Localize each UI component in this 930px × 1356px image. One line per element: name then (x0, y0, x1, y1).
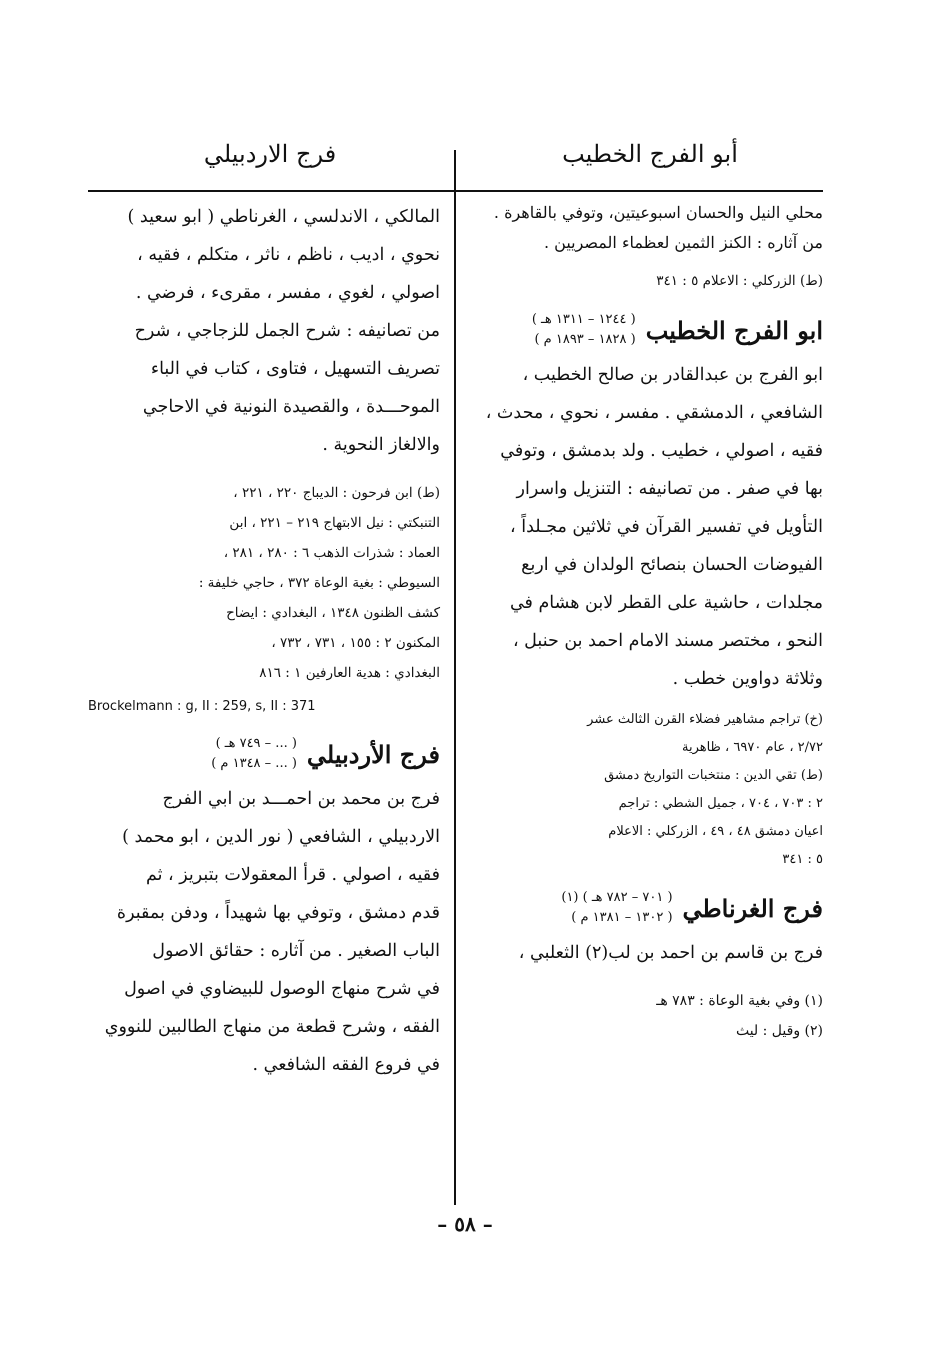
text-line: من آثاره : الكنز الثمين لعظماء المصريين . (543, 233, 823, 252)
entry-dates (532, 310, 636, 350)
reference-line: المكنون ٢ : ١٥٥ ، ٧٣١ ، ٧٣٢ ، (271, 635, 440, 651)
latin-reference: Brockelmann : g, II : 259, s, II : 371 (88, 699, 316, 714)
reference-line: التنبكتي : نيل الابتهاج ٢١٩ – ٢٢١ ، ابن (229, 515, 440, 531)
entry-name: ابو الفرج الخطيب (645, 315, 823, 345)
text-line: والالغاز النحوية . (322, 435, 440, 455)
reference-line: اعيان دمشق ٤٨ ، ٤٩ ، الزركلي : الاعلام (608, 824, 823, 839)
text-line: فرج بن قاسم بن احمد بن لب(٢) الثعلبي ، (518, 943, 823, 963)
text-line: قدم دمشق ، وتوفي بها شهيداً ، ودفن بمقبرة (116, 903, 440, 923)
footnote: (١) وفي بغية الوعاة : ٧٨٣ هـ (656, 993, 823, 1009)
reference-line: (خ) تراجم مشاهير فضلاء القرن الثالث عشر (587, 712, 823, 727)
hijri-dates: ( ... – ٧٤٩ هـ ) (215, 736, 297, 751)
text-line: من تصانيفه : شرح الجمل للزجاجي ، شرح (134, 321, 440, 341)
gregorian-dates: ( ١٨٢٨ – ١٨٩٣ م ) (534, 332, 636, 347)
text-line: اصولي ، لغوي ، مفسر ، مقرىء ، فرضي . (135, 283, 440, 303)
text-line: فقيه ، اصولي . قرأ المعقولات بتبريز ، ثم (145, 865, 440, 885)
page-number: – ٥٨ – (437, 1212, 493, 1236)
left-column (88, 198, 440, 1084)
hijri-dates: ( ٧٠١ – ٧٨٢ هـ ) (١) (561, 890, 673, 905)
gregorian-dates: ( ... – ١٣٤٨ م ) (211, 756, 297, 771)
text-line: الباب الصغير . من آثاره : حقائق الاصول (152, 941, 440, 961)
column-divider (454, 150, 456, 1205)
reference-line: العماد : شذرات الذهب ٦ : ٢٨٠ ، ٢٨١ ، (223, 545, 440, 561)
reference-line: السيوطي : بغية الوعاة ٣٧٢ ، حاجي خليفة : (198, 575, 440, 591)
entry-heading-abu-al-faraj (468, 310, 823, 350)
footnote: (٢) وقيل : ليث (735, 1023, 823, 1039)
text-line: ابو الفرج بن عبدالقادر بن صالح الخطيب ، (522, 365, 823, 385)
entry-dates (211, 734, 297, 774)
text-line: نحوي ، اديب ، ناظم ، ناثر ، متكلم ، فقيه ، (137, 245, 440, 265)
entry-dates (561, 888, 672, 928)
text-line: التأويل في تفسير القرآن في ثلاثين مجـلداً ، (510, 517, 823, 537)
running-header-left: فرج الاردبيلي (203, 140, 337, 168)
text-line: النحو ، مختصر مسند الامام احمد بن حنبل ، (512, 631, 823, 651)
text-line: الاردبيلي ، الشافعي ( نور الدين ، ابو محمد ) (122, 827, 440, 847)
text-line: فرج بن محمد بن احمـــد بن ابي الفرج (162, 789, 440, 809)
hijri-dates: ( ١٢٤٤ – ١٣١١ هـ ) (531, 312, 636, 327)
text-line: المالكي ، الاندلسي ، الغرناطي ( ابو سعيد ) (127, 207, 440, 227)
text-line: في فروع الفقه الشافعي . (252, 1055, 440, 1075)
reference-line: ٥ : ٣٤١ (782, 852, 823, 867)
text-line: الفقه ، وشرح قطعة من منهاج الطالبين للنووي (104, 1017, 440, 1037)
reference-line: (ط) ابن فرحون : الديباج ٢٢٠ ، ٢٢١ ، (233, 485, 440, 501)
reference-line: ٢/٧٢ ، عام ٦٩٧٠ ، ظاهرية (681, 740, 823, 755)
reference-line: ٢ : ٧٠٣ ، ٧٠٤ ، جميل الشطي : تراجم (618, 796, 823, 811)
text-line: الفيوضات الحسان بنصائح الولدان في اربع (521, 555, 823, 575)
right-column (468, 198, 823, 1046)
text-line: الشافعي ، الدمشقي . مفسر ، نحوي ، محدث ، (485, 403, 823, 423)
entry-heading-gharnati (468, 888, 823, 928)
running-header-right: أبو الفرج الخطيب (562, 140, 738, 168)
entry-heading-ardabili (88, 734, 440, 774)
text-line: في شرح منهاج الوصول للبيضاوي في اصول (124, 979, 440, 999)
entry-name: فرج الأردبيلي (306, 739, 440, 769)
text-line: محلي النيل والحسان اسبوعيتين، وتوفي بالقاهرة . (493, 203, 823, 222)
text-line: الموحـــدة ، والقصيدة النونية في الاحاجي (142, 397, 440, 417)
text-line: بها في صفر . من تصانيفه : التنزيل واسرار (516, 479, 823, 499)
gregorian-dates: ( ١٣٠٢ – ١٣٨١ م ) (571, 910, 673, 925)
reference-line: البغدادي : هدية العارفين ١ : ٨١٦ (259, 665, 440, 681)
reference-line: (ط) تقي الدين : منتخبات التواريخ دمشق (604, 768, 823, 783)
text-line: وثلاثة دواوين خطب . (672, 669, 823, 689)
text-line: تصريف التسهيل ، فتاوى ، كتاب في الباء (150, 359, 440, 379)
entry-name: فرج الغرناطي (682, 893, 823, 923)
text-line: مجلدات ، حاشية على القطر لابن هشام في (509, 593, 823, 613)
reference-line: (ط) الزركلي : الاعلام ٥ : ٣٤١ (656, 273, 823, 289)
text-line: فقيه ، اصولي ، خطيب . ولد بدمشق ، وتوفي (500, 441, 823, 461)
footnotes (468, 986, 823, 1046)
reference-line: كشف الظنون ١٣٤٨ ، البغدادي : ايضاح (226, 605, 440, 621)
